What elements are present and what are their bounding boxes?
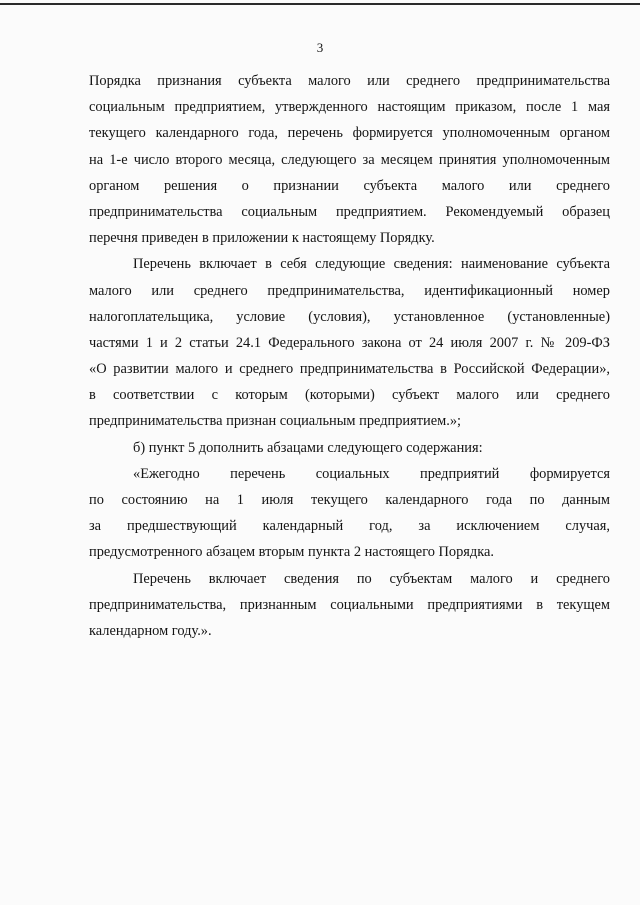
- text-line: социальным предприятием, утвержденного настоящим приказом, после 1 мая: [89, 99, 610, 116]
- text-line: текущего календарного года, перечень формируется уполномоченным органом: [89, 125, 610, 142]
- scan-top-edge: [0, 3, 640, 5]
- text-line: по состоянию на 1 июля текущего календарного года по данным: [89, 492, 610, 508]
- text-line: Порядка признания субъекта малого или среднего предпринимательства: [89, 73, 610, 89]
- text-line: календарном году.».: [89, 622, 212, 639]
- text-line: Перечень включает сведения по субъектам малого и среднего: [133, 570, 610, 587]
- paragraph: [89, 68, 610, 251]
- text-line: предусмотренного абзацем вторым пункта 2 настоящего Порядка.: [89, 544, 495, 561]
- text-line: предпринимательства социальным предприятием. Рекомендуемый образец: [89, 203, 610, 220]
- text-line: частями 1 и 2 статьи 24.1 Федерального закона от 24 июля 2007 г. № 209-ФЗ: [89, 334, 610, 351]
- text-line: органом решения о признании субъекта малого или среднего: [89, 177, 610, 194]
- paragraph: [89, 435, 610, 461]
- text-line: предпринимательства признан социальным предприятием.»;: [89, 413, 462, 430]
- page-number: 3: [316, 40, 324, 55]
- text-line: предпринимательства, признанным социальными предприятиями в текущем: [89, 596, 610, 613]
- paragraph: [89, 566, 610, 645]
- text-line: за предшествующий календарный год, за исключением случая,: [89, 518, 610, 535]
- text-line: на 1-е число второго месяца, следующего за месяцем принятия уполномоченным: [89, 151, 610, 168]
- text-line: «Ежегодно перечень социальных предприятий формируется: [133, 465, 610, 482]
- paragraph: [89, 461, 610, 566]
- text-line: малого или среднего предпринимательства, идентификационный номер: [89, 282, 610, 299]
- document-body: [89, 68, 610, 644]
- text-line: перечня приведен в приложении к настоящему Порядку.: [89, 230, 435, 247]
- text-line: налогоплательщика, условие (условия), установленное (установленные): [89, 308, 610, 325]
- text-line: «О развитии малого и среднего предпринимательства в Российской Федерации»,: [89, 361, 610, 378]
- text-line: б) пункт 5 дополнить абзацами следующего содержания:: [133, 439, 483, 456]
- text-line: Перечень включает в себя следующие сведения: наименование субъекта: [133, 256, 610, 273]
- paragraph: [89, 251, 610, 434]
- text-line: в соответствии с которым (которыми) субъект малого или среднего: [89, 387, 610, 404]
